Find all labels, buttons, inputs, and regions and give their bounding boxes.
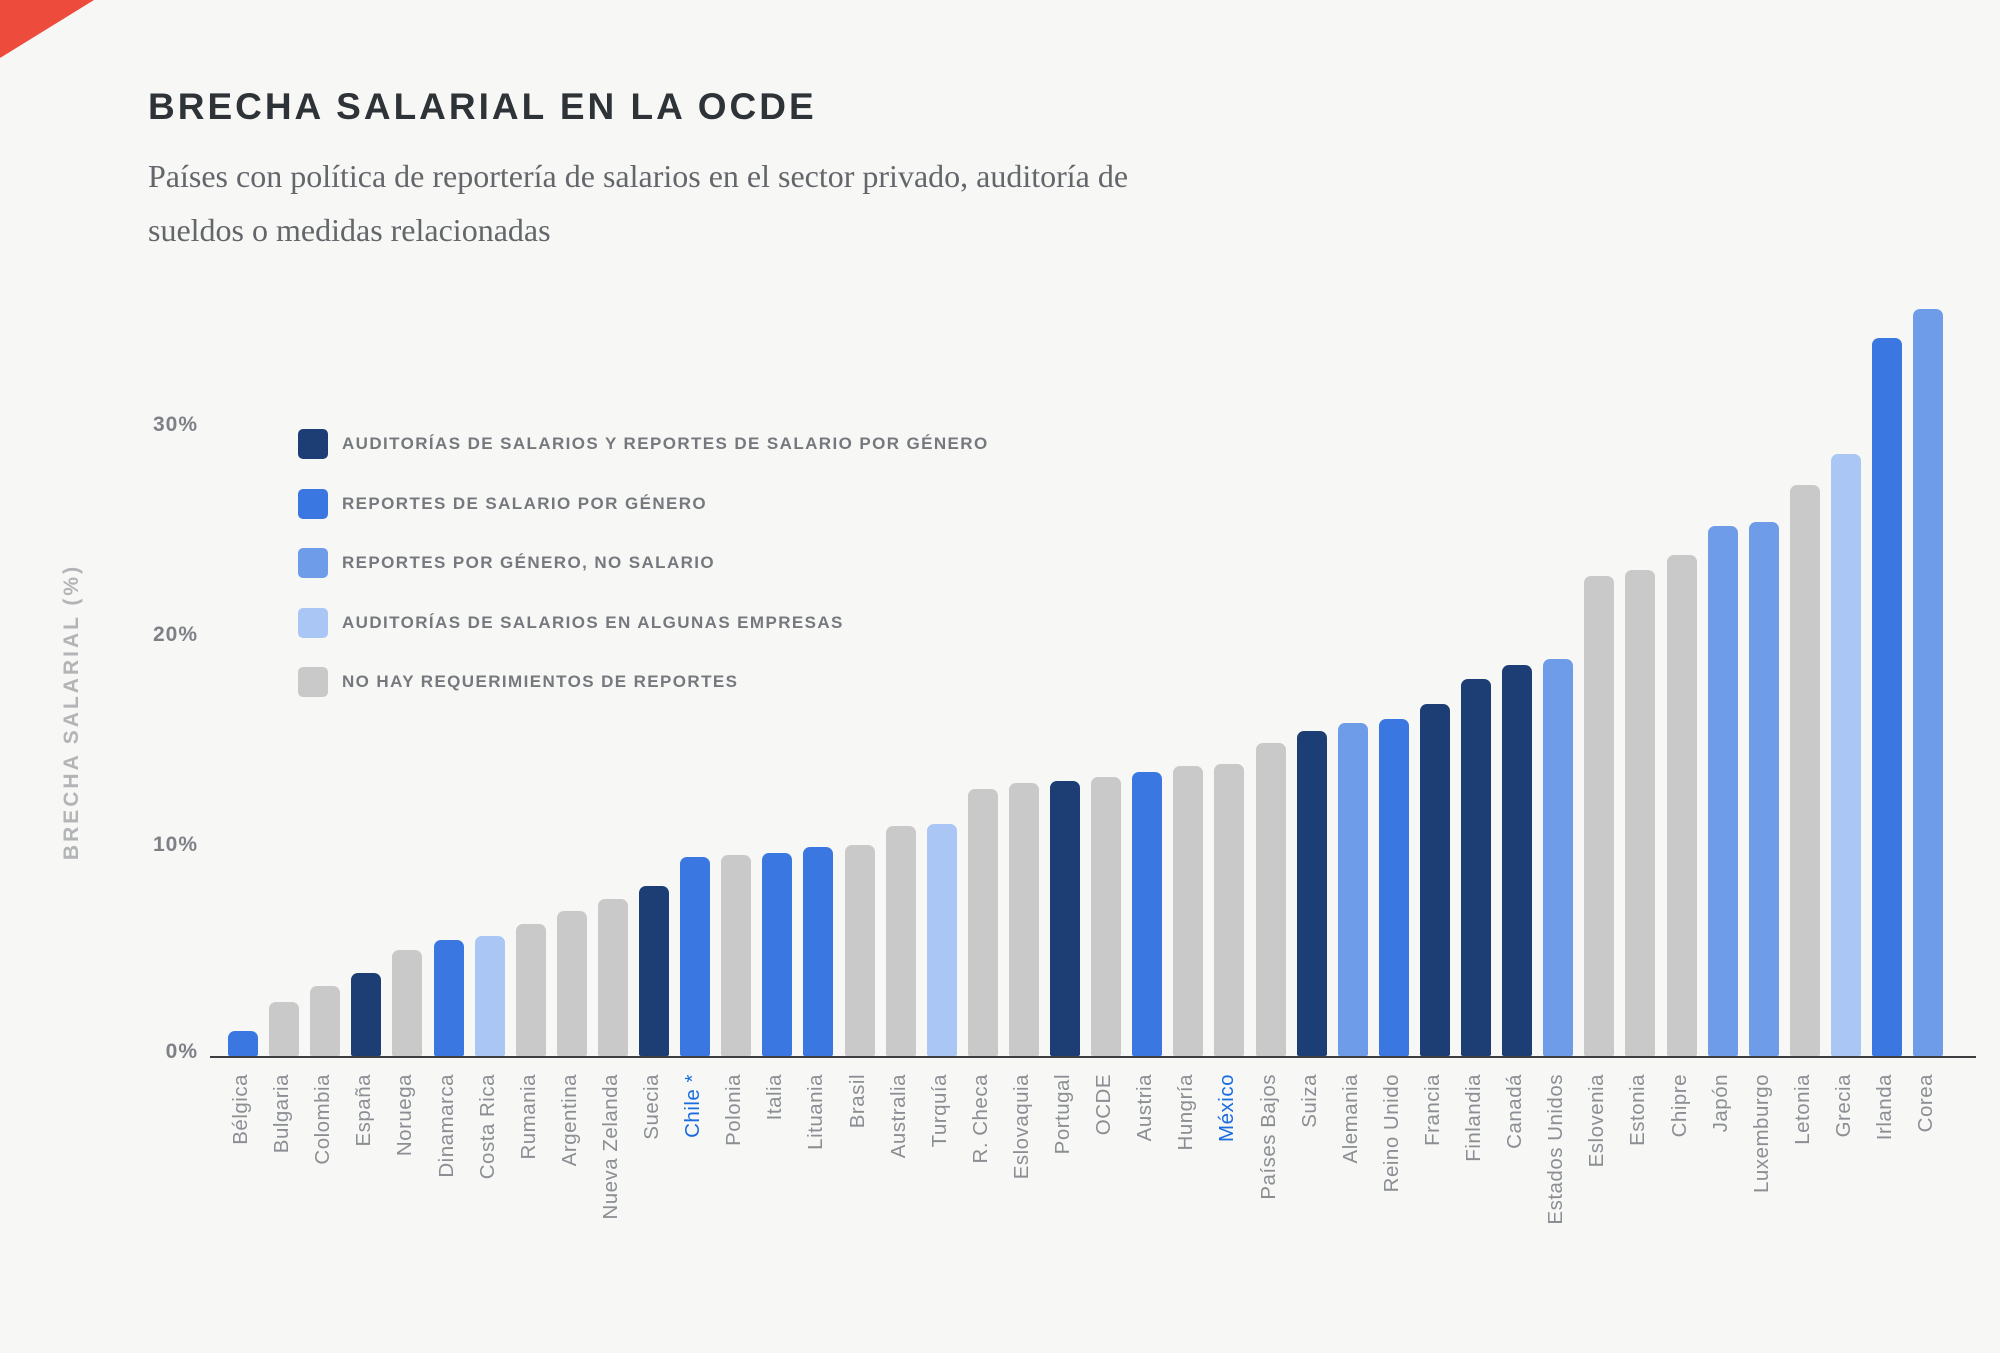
bar-belgica xyxy=(228,1031,258,1056)
x-label-paises-bajos: Países Bajos xyxy=(1256,1074,1280,1200)
bar-colombia xyxy=(310,986,340,1056)
legend-label: NO HAY REQUERIMIENTOS DE REPORTES xyxy=(342,672,739,691)
bar-bulgaria xyxy=(269,1002,299,1056)
bar-mexico xyxy=(1214,764,1244,1056)
x-label-dinamarca: Dinamarca xyxy=(434,1074,458,1178)
x-label-francia: Francia xyxy=(1420,1074,1444,1146)
legend-swatch-audit-and-report-icon xyxy=(298,429,328,459)
legend-item-audit-some-companies xyxy=(298,608,844,638)
x-label-belgica: Bélgica xyxy=(229,1074,252,1145)
x-label-mexico: México xyxy=(1215,1074,1239,1142)
bar-austria xyxy=(1132,772,1162,1056)
bar-irlanda xyxy=(1872,338,1902,1056)
bar-costa-rica xyxy=(475,936,505,1056)
bar-r-checa xyxy=(968,789,998,1056)
x-label-bulgaria: Bulgaria xyxy=(270,1074,294,1154)
bar-letonia xyxy=(1790,485,1820,1056)
legend-item-audit-and-report xyxy=(298,429,989,459)
bar-reino-unido xyxy=(1379,719,1409,1056)
y-tick-0: 0% xyxy=(165,1040,198,1063)
x-label-noruega: Noruega xyxy=(393,1074,417,1157)
page-title: BRECHA SALARIAL EN LA OCDE xyxy=(148,86,817,127)
bar-portugal xyxy=(1050,781,1080,1056)
bar-espana xyxy=(351,973,381,1056)
subtitle-line-1: Países con política de reportería de salarios en el sector privado, auditoría de xyxy=(148,158,1129,194)
bar-dinamarca xyxy=(434,940,464,1056)
x-label-argentina: Argentina xyxy=(557,1074,581,1167)
x-label-canada: Canadá xyxy=(1503,1074,1527,1149)
bar-lituania xyxy=(803,847,833,1056)
bar-eslovaquia xyxy=(1009,783,1039,1056)
bar-chile xyxy=(680,857,710,1056)
x-label-suiza: Suiza xyxy=(1297,1074,1321,1128)
bar-japon xyxy=(1708,526,1738,1056)
x-label-turquia: Turquía xyxy=(927,1074,951,1148)
x-label-estonia: Estonia xyxy=(1626,1074,1650,1146)
legend-swatch-no-requirements-icon xyxy=(298,667,328,697)
x-label-suecia: Suecia xyxy=(640,1074,663,1140)
bar-francia xyxy=(1420,704,1450,1056)
legend-label: AUDITORÍAS DE SALARIOS Y REPORTES DE SALARIO POR GÉNERO xyxy=(342,434,989,453)
x-label-eslovenia: Eslovenia xyxy=(1585,1074,1609,1168)
bar-italia xyxy=(762,853,792,1056)
bar-noruega xyxy=(392,950,422,1056)
x-label-lituania: Lituania xyxy=(804,1074,828,1150)
bar-corea xyxy=(1913,309,1943,1056)
x-label-austria: Austria xyxy=(1133,1074,1157,1142)
x-label-finlandia: Finlandia xyxy=(1462,1074,1485,1162)
x-label-nueva-zelanda: Nueva Zelanda xyxy=(598,1074,622,1220)
x-label-estados-unidos: Estados Unidos xyxy=(1544,1074,1568,1225)
bar-rumania xyxy=(516,924,546,1056)
legend-swatch-report-salary-gender-icon xyxy=(298,489,328,519)
x-label-alemania: Alemania xyxy=(1338,1074,1362,1164)
bar-canada xyxy=(1502,665,1532,1056)
x-label-chile: Chile * xyxy=(681,1074,705,1138)
bar-nueva-zelanda xyxy=(598,899,628,1056)
bar-paises-bajos xyxy=(1256,743,1286,1056)
bar-polonia xyxy=(721,855,751,1056)
legend-item-report-salary-gender xyxy=(298,489,707,519)
bar-hungria xyxy=(1173,766,1203,1056)
x-axis-line xyxy=(210,1056,1976,1058)
bar-suecia xyxy=(639,886,669,1056)
x-label-reino-unido: Reino Unido xyxy=(1379,1074,1403,1193)
bar-alemania xyxy=(1338,723,1368,1056)
x-label-ocde: OCDE xyxy=(1092,1074,1116,1136)
subtitle-line-2: sueldos o medidas relacionadas xyxy=(148,212,551,248)
legend-swatch-report-gender-no-salary-icon xyxy=(298,548,328,578)
y-tick-30: 30% xyxy=(152,413,198,436)
x-label-italia: Italia xyxy=(763,1074,787,1121)
corner-ribbon xyxy=(0,0,94,58)
y-tick-10: 10% xyxy=(152,833,198,856)
bar-eslovenia xyxy=(1584,576,1614,1056)
legend-item-report-gender-no-salary xyxy=(298,548,715,578)
x-label-hungria: Hungría xyxy=(1174,1074,1198,1151)
x-label-espana: España xyxy=(352,1074,376,1147)
bar-chipre xyxy=(1667,555,1697,1056)
x-label-colombia: Colombia xyxy=(311,1074,335,1165)
bar-estados-unidos xyxy=(1543,659,1573,1056)
bar-grecia xyxy=(1831,454,1861,1056)
x-label-rumania: Rumania xyxy=(516,1074,540,1160)
legend-swatch-audit-some-companies-icon xyxy=(298,608,328,638)
x-label-eslovaquia: Eslovaquia xyxy=(1009,1074,1033,1180)
bar-suiza xyxy=(1297,731,1327,1056)
x-label-r-checa: R. Checa xyxy=(968,1074,992,1164)
legend-label: AUDITORÍAS DE SALARIOS EN ALGUNAS EMPRESAS xyxy=(342,613,844,632)
y-tick-20: 20% xyxy=(152,623,198,646)
x-label-australia: Australia xyxy=(886,1074,910,1159)
x-label-polonia: Polonia xyxy=(722,1074,746,1146)
bar-argentina xyxy=(557,911,587,1056)
bar-ocde xyxy=(1091,777,1121,1056)
x-label-corea: Corea xyxy=(1914,1074,1938,1133)
bar-estonia xyxy=(1625,570,1655,1056)
x-label-irlanda: Irlanda xyxy=(1873,1074,1896,1141)
x-label-japon: Japón xyxy=(1708,1074,1732,1133)
bar-turquia xyxy=(927,824,957,1056)
x-label-grecia: Grecia xyxy=(1831,1074,1855,1138)
x-label-luxemburgo: Luxemburgo xyxy=(1749,1074,1773,1193)
x-label-brasil: Brasil xyxy=(845,1074,869,1129)
bar-australia xyxy=(886,826,916,1056)
legend-label: REPORTES POR GÉNERO, NO SALARIO xyxy=(342,553,716,572)
bar-finlandia xyxy=(1461,679,1491,1056)
x-label-portugal: Portugal xyxy=(1051,1074,1074,1155)
y-axis-title: BRECHA SALARIAL (%) xyxy=(60,563,83,861)
x-label-chipre: Chipre xyxy=(1667,1074,1691,1138)
legend-label: REPORTES DE SALARIO POR GÉNERO xyxy=(342,494,708,513)
bar-luxemburgo xyxy=(1749,522,1779,1056)
x-label-costa-rica: Costa Rica xyxy=(475,1074,499,1180)
legend-item-no-requirements xyxy=(298,667,738,697)
bar-brasil xyxy=(845,845,875,1056)
x-label-letonia: Letonia xyxy=(1790,1074,1814,1145)
